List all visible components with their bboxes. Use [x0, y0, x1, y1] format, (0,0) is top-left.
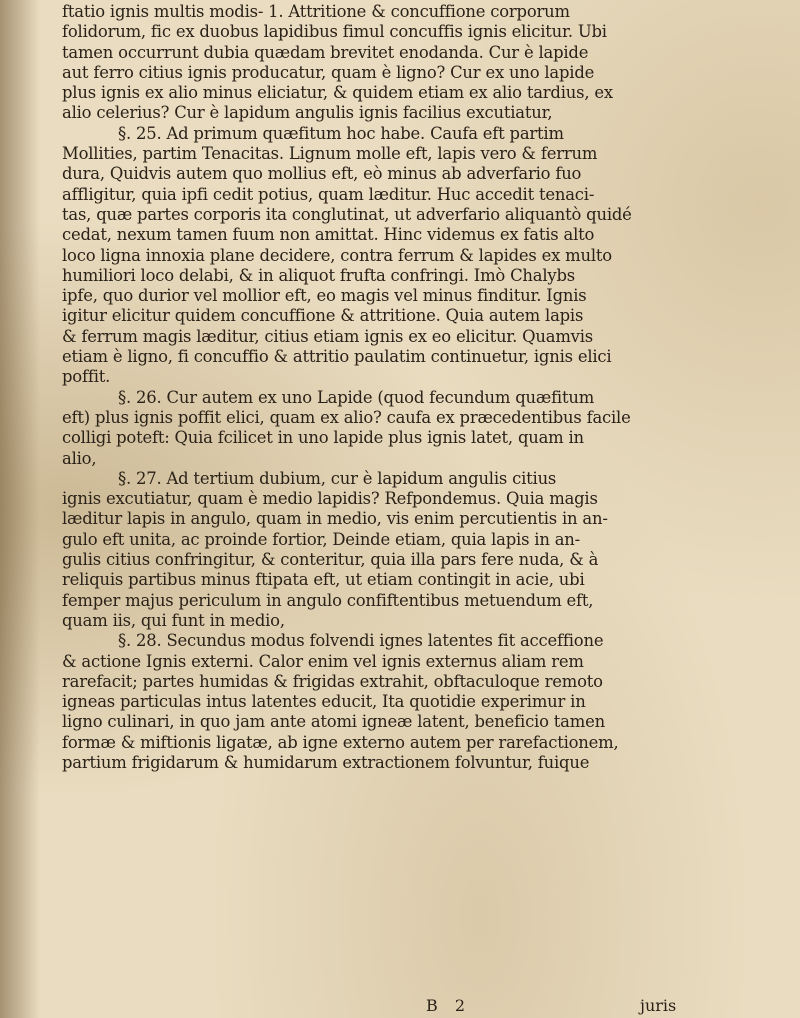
text-line: partium frigidarum & humidarum extractionem folvuntur, fuique — [62, 752, 590, 772]
text-line: plus ignis ex alio minus eliciatur, & quidem etiam ex alio tardius, ex — [62, 83, 613, 103]
text-line: alio celerius? Cur è lapidum angulis ignis facilius excutiatur, — [62, 103, 553, 123]
text-line: reliquis partibus minus ftipata eft, ut etiam contingit in acie, ubi — [62, 570, 585, 590]
text-line: eft) plus ignis poffit elici, quam ex alio? caufa ex præcedentibus facile — [62, 407, 631, 427]
text-line: ignis excutiatur, quam è medio lapidis? Refpondemus. Quia magis — [62, 489, 598, 509]
text-line: formæ & miftionis ligatæ, ab igne externo autem per rarefactionem, — [62, 732, 619, 752]
text-line: gulis citius confringitur, & conteritur, quia illa pars fere nuda, & à — [62, 550, 599, 570]
text-line: Mollities, partim Tenacitas. Lignum molle eft, lapis vero & ferrum — [62, 144, 598, 164]
text-line: quam iis, qui funt in medio, — [62, 610, 285, 630]
text-line: ipfe, quo durior vel mollior eft, eo magis vel minus finditur. Ignis — [62, 286, 587, 306]
text-line: dura, Quidvis autem quo mollius eft, eò minus ab adverfario fuo — [62, 164, 582, 184]
section-heading-28: §. 28. Secundus modus folvendi ignes latentes fit acceffione — [118, 631, 604, 651]
text-line: alio, — [62, 448, 97, 468]
text-line: femper majus periculum in angulo confiftentibus metuendum eft, — [62, 590, 594, 610]
section-heading-26: §. 26. Cur autem ex uno Lapide (quod fecundum quæfitum — [118, 387, 595, 407]
section-heading-25: §. 25. Ad primum quæfitum hoc habe. Caufa eft partim — [118, 123, 564, 143]
text-line: tamen occurrunt dubia quædam brevitet enodanda. Cur è lapide — [62, 42, 589, 62]
text-line: cedat, nexum tamen fuum non amittat. Hinc videmus ex fatis alto — [62, 225, 595, 245]
text-line: & ferrum magis læditur, citius etiam ignis ex eo elicitur. Quamvis — [62, 326, 593, 346]
text-line: igneas particulas intus latentes educit, Ita quotidie experimur in — [62, 692, 586, 712]
text-line: gulo eft unita, ac proinde fortior, Deinde etiam, quia lapis in an- — [62, 529, 580, 549]
body-text — [30, 2, 670, 773]
signature-mark: B 2 — [426, 996, 472, 1015]
text-line: igitur elicitur quidem concuffione & attritione. Quia autem lapis — [62, 306, 584, 326]
catchword: juris — [640, 996, 677, 1015]
page-footer — [0, 995, 800, 1017]
text-line: læditur lapis in angulo, quam in medio, vis enim percutientis in an- — [62, 509, 608, 529]
text-line: ligno culinari, in quo jam ante atomi igneæ latent, beneficio tamen — [62, 712, 605, 732]
text-line: tas, quæ partes corporis ita conglutinat, ut adverfario aliquantò quidé — [62, 204, 632, 224]
text-line: folidorum, fic ex duobus lapidibus fimul concuffis ignis elicitur. Ubi — [62, 22, 607, 42]
text-line: aut ferro citius ignis producatur, quam è ligno? Cur ex uno lapide — [62, 62, 595, 82]
text-line: humiliori loco delabi, & in aliquot frufta confringi. Imò Chalybs — [62, 265, 575, 285]
text-line: colligi poteft: Quia fcilicet in uno lapide plus ignis latet, quam in — [62, 428, 584, 448]
text-line: affligitur, quia ipfi cedit potius, quam læditur. Huc accedit tenaci- — [62, 184, 595, 204]
text-line: loco ligna innoxia plane decidere, contra ferrum & lapides ex multo — [62, 245, 612, 265]
text-line: etiam è ligno, fi concuffio & attritio paulatim continuetur, ignis elici — [62, 347, 612, 367]
text-line: ftatio ignis multis modis- 1. Attritione & concuffione corporum — [62, 2, 570, 21]
text-line: poffit. — [62, 367, 111, 387]
text-line: rarefacit; partes humidas & frigidas extrahit, obftaculoque remoto — [62, 671, 603, 691]
section-heading-27: §. 27. Ad tertium dubium, cur è lapidum angulis citius — [118, 468, 557, 488]
text-line: & actione Ignis externi. Calor enim vel ignis externus aliam rem — [62, 651, 584, 671]
